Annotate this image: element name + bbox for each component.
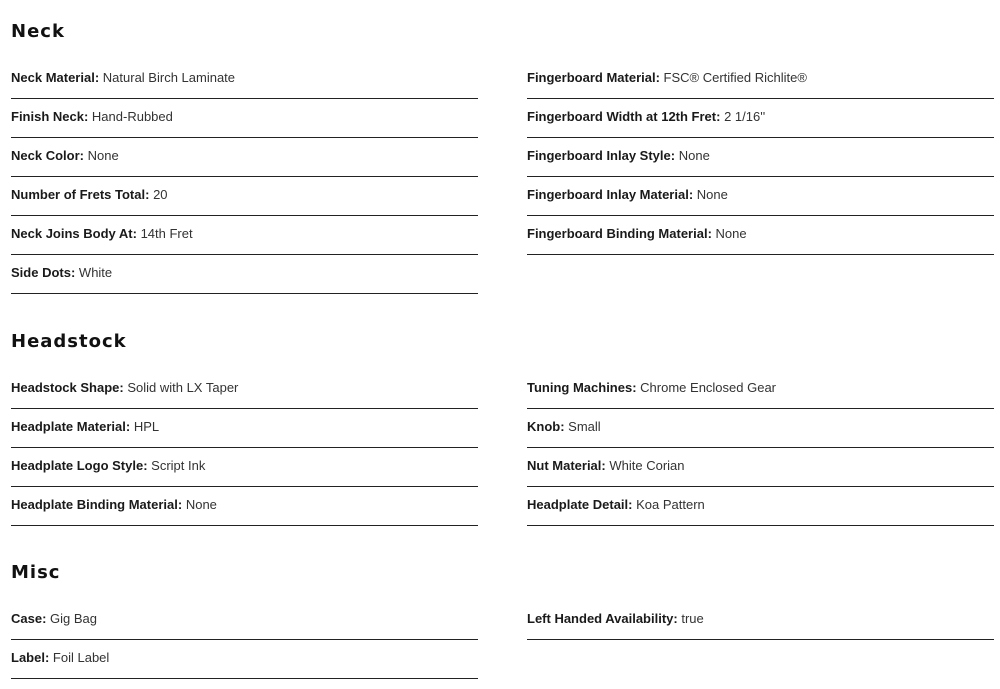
spec-label: Fingerboard Binding Material: (527, 226, 712, 241)
spec-row-finish-neck (11, 99, 478, 138)
spec-label: Headplate Material: (11, 419, 131, 434)
spec-value: White (78, 265, 113, 280)
spec-label: Left Handed Availability: (527, 611, 678, 626)
section-title: Neck (11, 21, 65, 42)
spec-value: White Corian (609, 458, 685, 473)
spec-value: None (715, 226, 747, 241)
spec-value: None (87, 148, 119, 163)
spec-value: None (185, 497, 217, 512)
spec-value: 2 1/16'' (724, 109, 766, 124)
spec-column-left (11, 601, 478, 679)
spec-label: Label: (11, 650, 50, 665)
spec-value: Hand-Rubbed (91, 109, 173, 124)
section-title: Headstock (11, 331, 127, 352)
spec-row-neck-color (11, 138, 478, 177)
spec-column-left (11, 370, 478, 526)
spec-row-nut-material (527, 448, 994, 487)
spec-row-headplate-material (11, 409, 478, 448)
spec-row-fingerboard-material (527, 60, 994, 99)
spec-label: Headplate Detail: (527, 497, 633, 512)
spec-label: Side Dots: (11, 265, 76, 280)
spec-row-label (11, 640, 478, 679)
spec-value: Chrome Enclosed Gear (640, 380, 777, 395)
spec-row-side-dots (11, 255, 478, 294)
spec-label: Headplate Logo Style: (11, 458, 148, 473)
spec-row-case (11, 601, 478, 640)
spec-row-fingerboard-width (527, 99, 994, 138)
spec-label: Fingerboard Inlay Style: (527, 148, 676, 163)
spec-value: Script Ink (151, 458, 206, 473)
spec-label: Headplate Binding Material: (11, 497, 183, 512)
spec-row-left-handed (527, 601, 994, 640)
spec-label: Fingerboard Inlay Material: (527, 187, 694, 202)
spec-label: Case: (11, 611, 47, 626)
spec-label: Number of Frets Total: (11, 187, 150, 202)
section-title: Misc (11, 562, 61, 583)
spec-row-neck-joins-body (11, 216, 478, 255)
spec-value: Solid with LX Taper (127, 380, 239, 395)
spec-row-number-of-frets (11, 177, 478, 216)
spec-label: Neck Material: (11, 70, 100, 85)
spec-value: None (696, 187, 728, 202)
spec-row-tuning-machines (527, 370, 994, 409)
spec-row-knob (527, 409, 994, 448)
spec-label: Tuning Machines: (527, 380, 637, 395)
spec-row-headplate-detail (527, 487, 994, 526)
spec-label: Nut Material: (527, 458, 606, 473)
spec-column-right (527, 60, 994, 255)
spec-value: Foil Label (52, 650, 110, 665)
spec-label: Neck Color: (11, 148, 84, 163)
spec-column-left (11, 60, 478, 294)
spec-row-headstock-shape (11, 370, 478, 409)
spec-label: Headstock Shape: (11, 380, 124, 395)
spec-row-fingerboard-inlay-material (527, 177, 994, 216)
spec-label: Finish Neck: (11, 109, 89, 124)
spec-value: 14th Fret (140, 226, 193, 241)
spec-value: true (681, 611, 704, 626)
spec-label: Fingerboard Width at 12th Fret: (527, 109, 721, 124)
spec-label: Neck Joins Body At: (11, 226, 137, 241)
spec-value: HPL (133, 419, 160, 434)
spec-value: Natural Birch Laminate (102, 70, 236, 85)
spec-row-fingerboard-inlay-style (527, 138, 994, 177)
spec-row-neck-material (11, 60, 478, 99)
spec-column-right (527, 601, 994, 640)
spec-value: 20 (153, 187, 168, 202)
spec-label: Fingerboard Material: (527, 70, 660, 85)
spec-row-headplate-logo-style (11, 448, 478, 487)
spec-row-fingerboard-binding (527, 216, 994, 255)
spec-label: Knob: (527, 419, 565, 434)
spec-row-headplate-binding (11, 487, 478, 526)
spec-column-right (527, 370, 994, 526)
spec-value: None (678, 148, 710, 163)
spec-value: Gig Bag (50, 611, 98, 626)
spec-value: Small (568, 419, 601, 434)
spec-value: Koa Pattern (636, 497, 705, 512)
spec-value: FSC® Certified Richlite® (663, 70, 807, 85)
